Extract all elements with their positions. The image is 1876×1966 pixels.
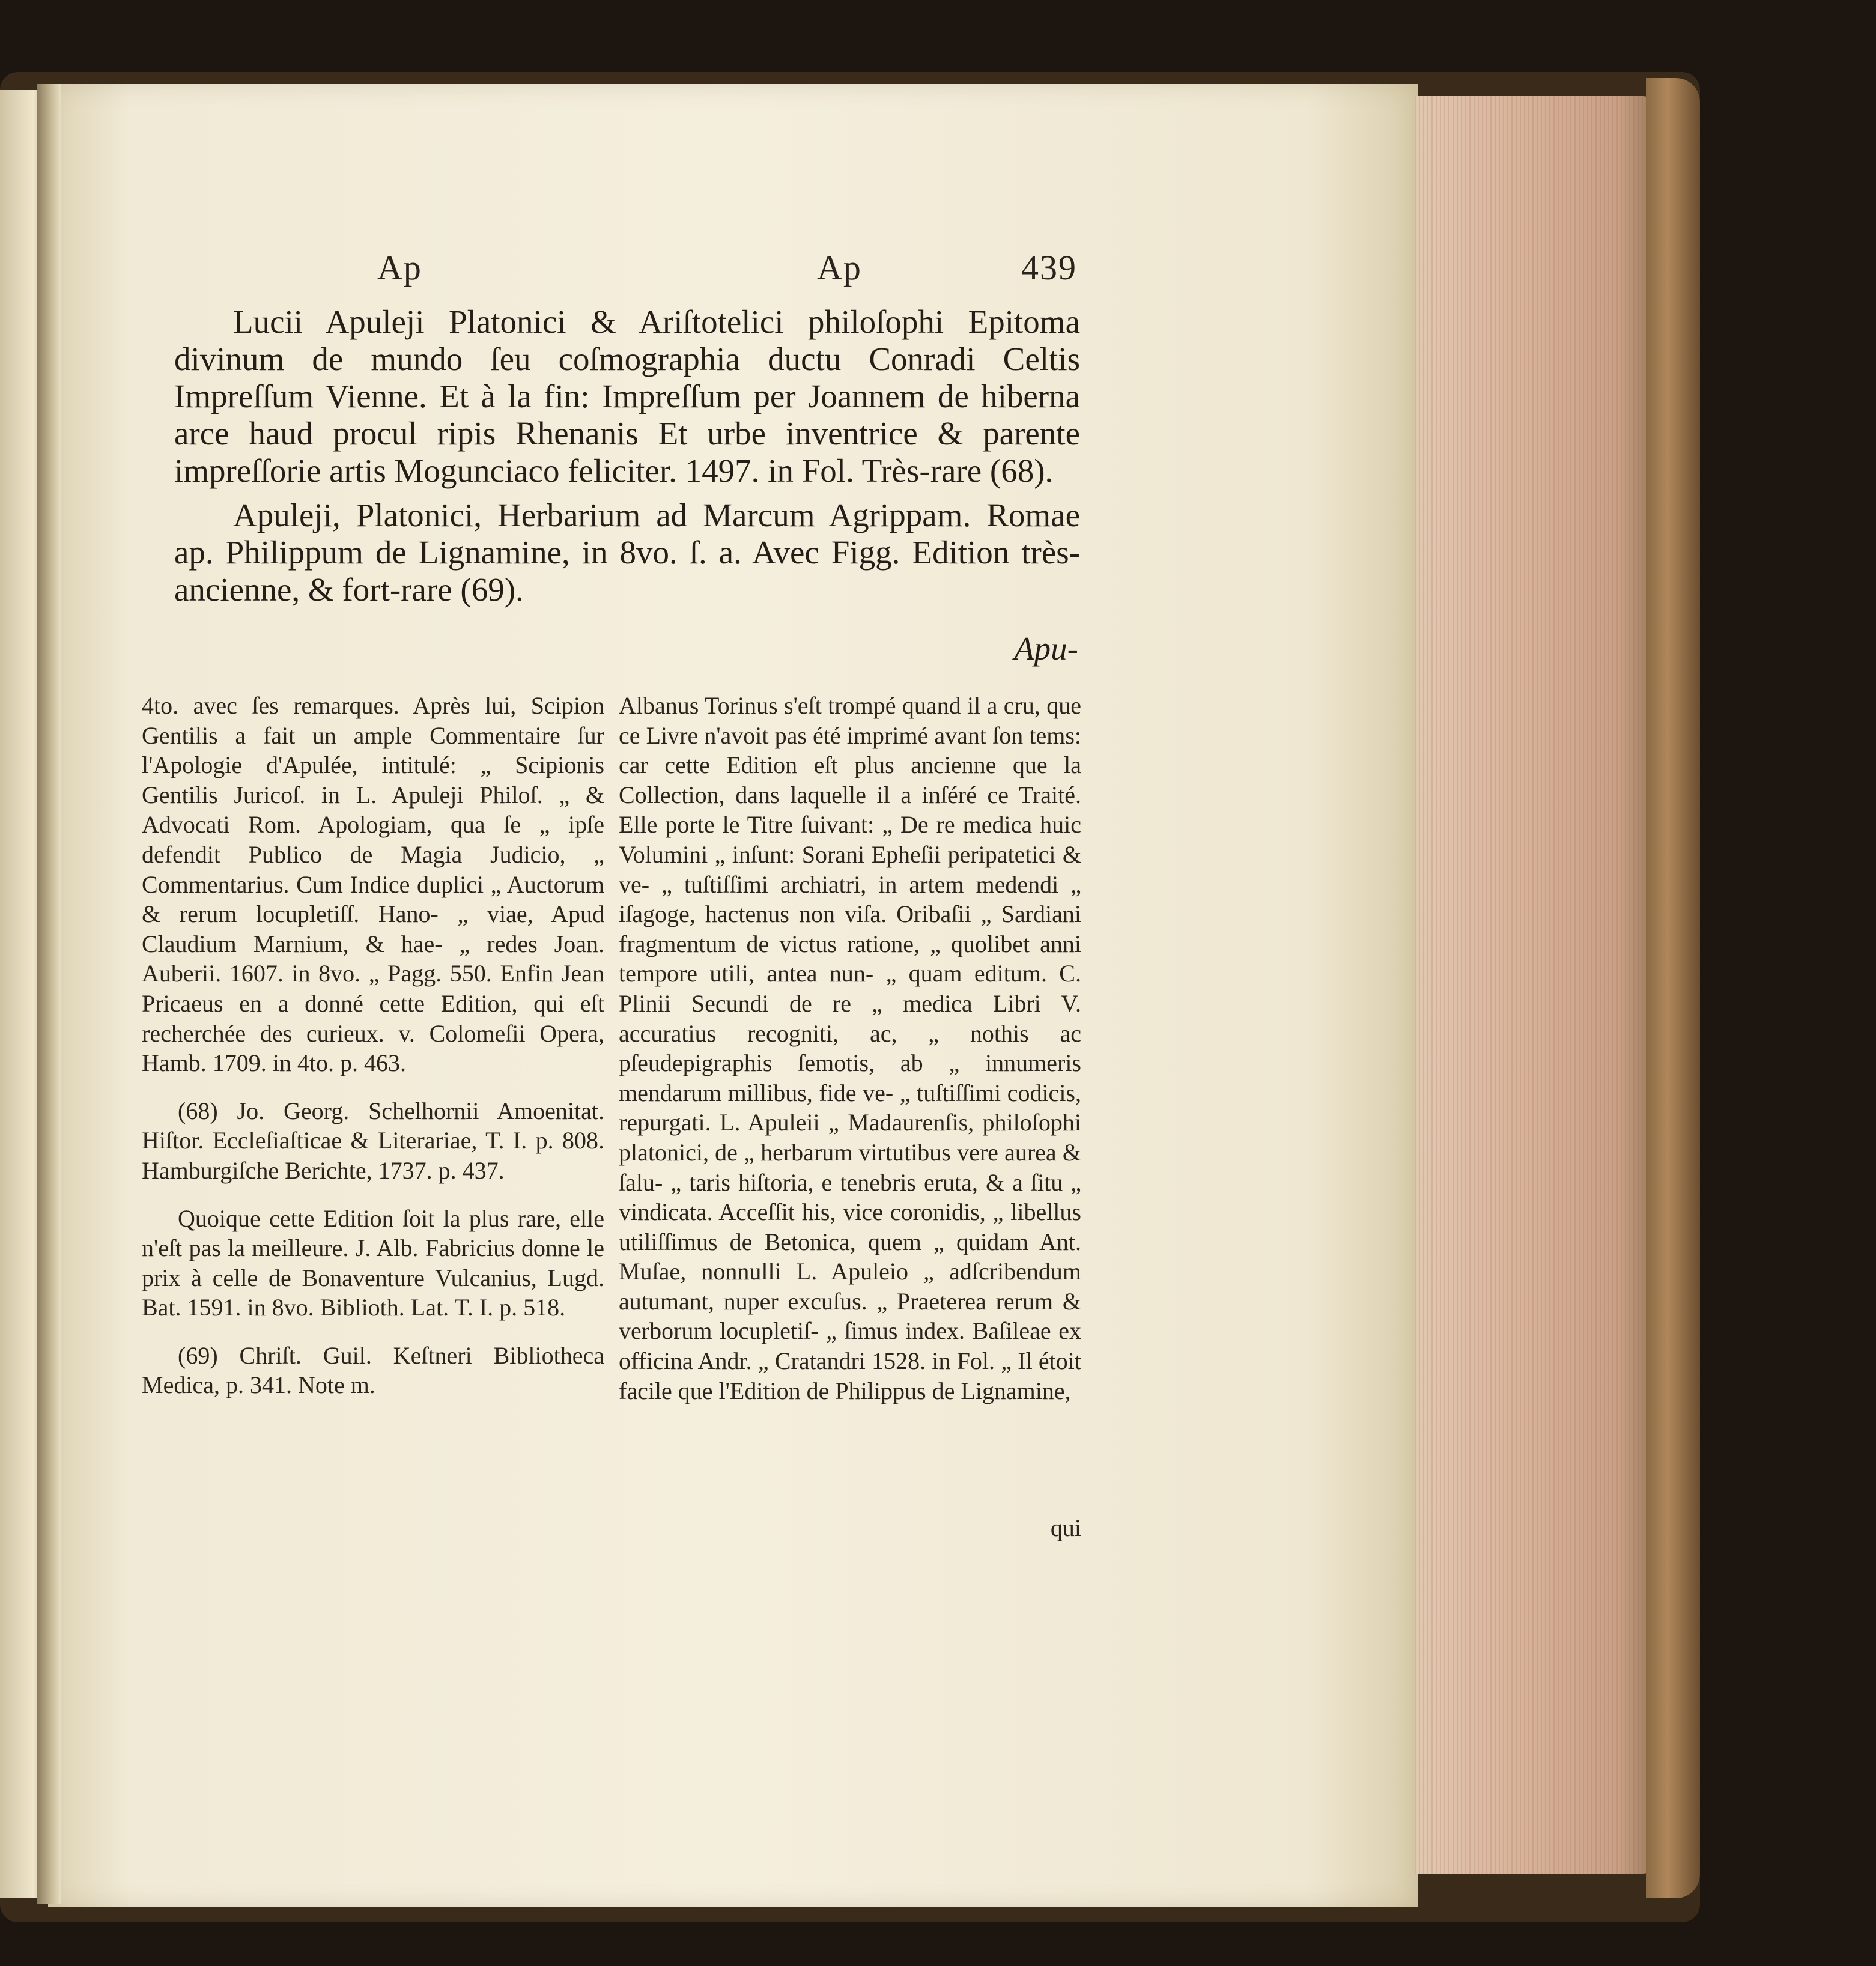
page-number: 439 <box>1021 248 1077 287</box>
catchword: Apu- <box>1014 630 1078 667</box>
footnote-paragraph: Quoique cette Edition ſoit la plus rare, elle n'eſt pas la meilleure. J. Alb. Fabricius donne le prix à celle de Bonaventure Vulcanius, Lugd. Bat. 1591. in 8vo. Biblioth. Lat. T. I. p. 518. <box>142 1204 604 1321</box>
footnote-paragraph: (68) Jo. Georg. Schelhornii Amoenitat. Hiſtor. Eccleſiaſticae & Literariae, T. I. p. 808. Hamburgiſche Berichte, 1737. p. 437. <box>142 1097 604 1184</box>
entry-paragraph: Apuleji, Platonici, Herbarium ad Marcum Agrippam. Romae ap. Philippum de Lignamine, in 8vo. ſ. a. Avec Figg. Edition très-ancienne, & fort-rare (69). <box>174 497 1080 608</box>
running-head-left: Ap <box>377 248 422 287</box>
entry-paragraph: Lucii Apuleji Platonici & Ariſtotelici philoſophi Epitoma divinum de mundo ſeu coſmographia ductu Conradi Celtis Impreſſum Vienne. Et à la fin: Impreſſum per Joannem de hiberna arce haud procul ripis Rhenanis Et urbe inventrice & parente impreſſorie artis Moguncіaco feliciter. 1497. in Fol. Très-rare (68). <box>174 303 1080 489</box>
footnote-column-right <box>619 691 1081 1406</box>
main-text <box>174 303 1080 608</box>
page-fore-edge <box>1415 96 1655 1874</box>
gutter <box>37 84 61 1904</box>
footnote-paragraph: 4to. avec ſes remarques. Après lui, Scipion Gentilis a fait un ample Commentaire ſur l'Apologie d'Apulée, intitulé: „ Scipionis Gentilis Juricoſ. in L. Apuleji Philoſ. „ & Advocati Rom. Apologiam, qua ſe „ ipſe defendit Publico de Magia Judicio, „ Commentarius. Cum Indice duplici „ Auctorum & rerum locupletiſſ. Hano- „ viae, Apud Claudium Marnium, & hae- „ redes Joan. Auberii. 1607. in 8vo. „ Pagg. 550. Enfin Jean Pricaeus en a donné cette Edition, qui eſt recherchée des curieux. v. Colomeſii Opera, Hamb. 1709. in 4to. p. 463. <box>142 692 604 1077</box>
cover-edge <box>1646 78 1700 1898</box>
footnote-column-left <box>142 691 604 1400</box>
footnote-paragraph: (69) Chriſt. Guil. Keſtneri Bibliotheca Medica, p. 341. Note m. <box>142 1341 604 1399</box>
catchword-bottom: qui <box>1050 1514 1081 1541</box>
footnote-paragraph: Albanus Torinus s'eſt trompé quand il a cru, que ce Livre n'avoit pas été imprimé avant ſon tems: car cette Edition eſt plus ancienne que la Collection, dans laquelle il a inſéré ce Traité. Elle porte le Titre ſuivant: „ De re medica huic Volumini „ inſunt: Sorani Epheſii peripatetici & ve- „ tuſtiſſimi archiatri, in artem medendi „ iſagoge, hactenus non viſa. Oribaſii „ Sardiani fragmentum de victus ratione, „ quolibet anni tempore utili, antea nun- „ quam editum. C. Plinii Secundi de re „ medica Libri V. accuratius recogniti, ac, „ nothis ac pſeudepigraphis ſemotis, ab „ innumeris mendarum millibus, fide ve- „ tuſtiſſimi codicis, repurgati. L. Apuleii „ Madaurenſis, philoſophi platonici, de „ herbarum virtutibus vere aurea & ſalu- „ taris hiſtoria, e tenebris eruta, & a ſitu „ vindicata. Acceſſit his, vice coronidis, „ libellus utiliſſimus de Betonica, quem „ quidam Ant. Muſae, nonnulli L. Apuleio „ adſcribendum autumant, nuper excuſus. „ Praeterea rerum & verborum locupletiſ- „ ſimus index. Baſileae ex officina Andr. „ Cratandri 1528. in Fol. „ Il étoit facile que l'Edition de Philippus de Lignamine, <box>619 692 1081 1404</box>
running-head-center: Ap <box>817 248 862 287</box>
